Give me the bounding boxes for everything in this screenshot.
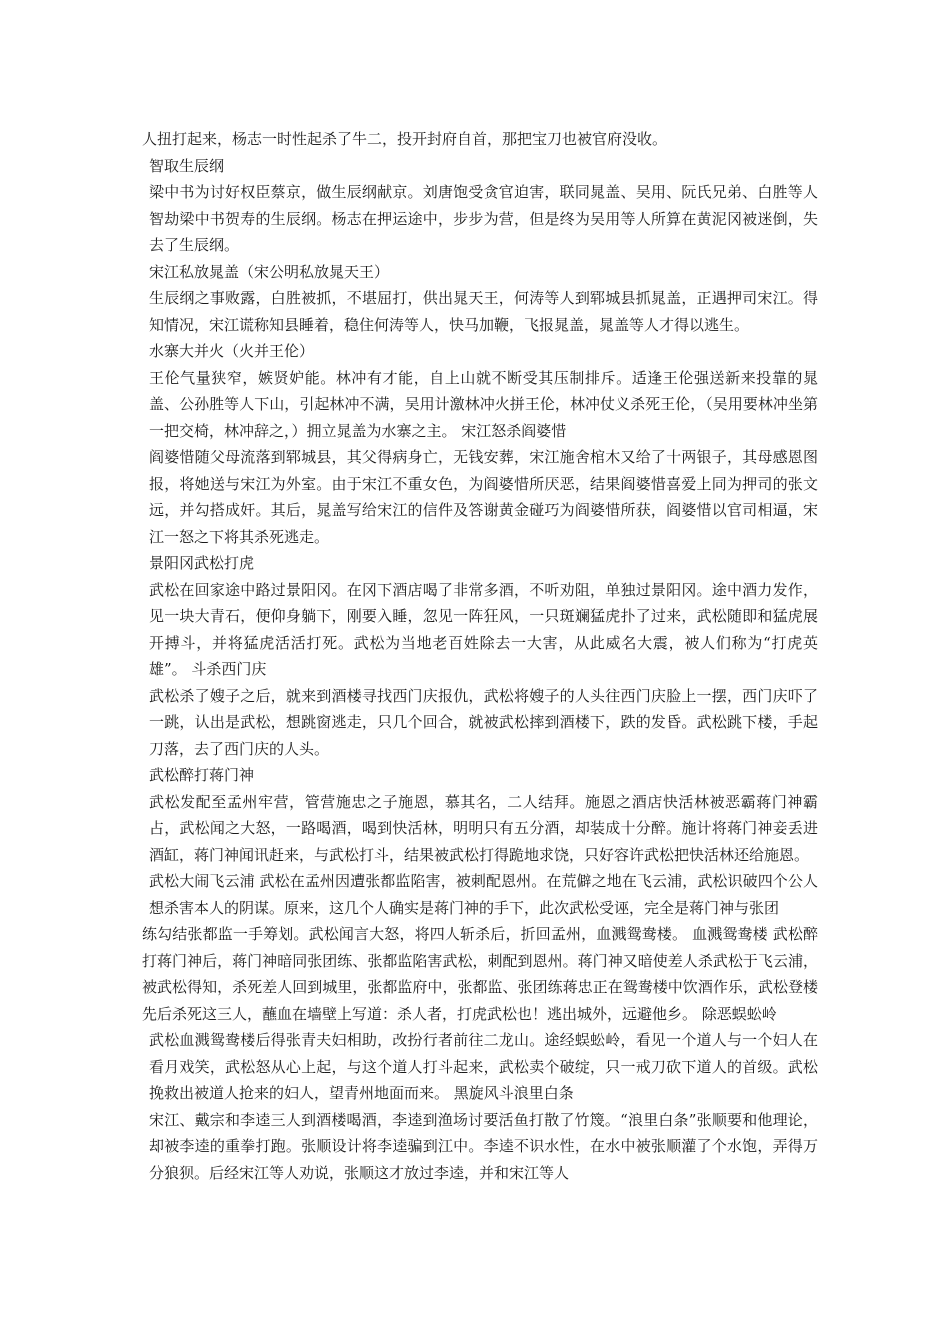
paragraph-songjiang-chaogai: 生辰纲之事败露，白胜被抓，不堪屈打，供出晁天王，何涛等人到郓城县抓晁盖，正遇押司宋江。得知情况，宋江谎称知县睡着，稳住何涛等人，快马加鞭，飞报晁盖，晁盖等人才得以逃生。 bbox=[149, 289, 818, 334]
section-heading-shengchengang: 智取生辰纲 bbox=[149, 156, 225, 175]
paragraph-shengchengang: 梁中书为讨好权臣蔡京，做生辰纲献京。刘唐饱受贪官迫害，联同晁盖、吴用、阮氏兄弟、白胜等人智劫梁中书贺寿的生辰纲。杨志在押运途中，步步为营，但是终为吴用等人所算在黄泥冈被迷倒，失去了生辰纲。 bbox=[149, 183, 818, 254]
paragraph-wugongling: 武松血溅鸳鸯楼后得张青夫妇相助，改扮行者前往二龙山。途经蜈蚣岭，看见一个道人与一个妇人在看月戏笑，武松怒从心上起，与这个道人打斗起来，武松卖个破绽，只一戒刀砍下道人的首级。武松挽救出被道人抢来的妇人，望青州地面而来。 黑旋风斗浪里白条 bbox=[149, 1031, 818, 1102]
section-heading-jiangmenshen: 武松醉打蒋门神 bbox=[149, 766, 255, 784]
section-heading-shuizhai: 水寨大并火（火并王伦） bbox=[149, 342, 315, 360]
paragraph-jiangmenshen: 武松发配至孟州牢营，管营施忠之子施恩，慕其名，二人结拜。施恩之酒店快活林被恶霸蒋门神霸占，武松闻之大怒，一路喝酒，喝到快活林，明明只有五分酒，却装成十分醉。施计将蒋门神妾丢进酒缸，蒋门神闻讯赶来，与武松打斗，结果被武松打得跪地求饶，只好容许武松把快活林还给施恩。 bbox=[149, 792, 818, 864]
paragraph-yanpoxi: 阎婆惜随父母流落到郓城县，其父得病身亡，无钱安葬，宋江施舍棺木又给了十两银子，其母感恩图报，将她送与宋江为外室。由于宋江不重女色，为阎婆惜所厌恶，结果阎婆惜喜爱上同为押司的张文远，并勾搭成奸。其后，晁盖写给宋江的信件及答谢黄金碰巧为阎婆惜所获，阎婆惜以官司相逼，宋江一怒之下将其杀死逃走。 bbox=[149, 448, 818, 546]
document-body bbox=[142, 126, 818, 1186]
paragraph-langlibaitiao: 宋江、戴宗和李逵三人到酒楼喝酒，李逵到渔场讨要活鱼打散了竹篾。“浪里白条”张顺要和他理论，却被李逵的重拳打跑。张顺设计将李逵骗到江中。李逵不识水性，在水中被张顺灌了个水饱，弄得万分狼狈。后经宋江等人劝说，张顺这才放过李逵，并和宋江等人 bbox=[149, 1110, 818, 1182]
section-heading-jingyanggang: 景阳冈武松打虎 bbox=[149, 554, 255, 572]
paragraph-yuanyanglou: 练勾结张都监一手筹划。武松闻言大怒，将四人斩杀后，折回孟州，血溅鸳鸯楼。 血溅鸳鸯楼 武松醉打蒋门神后，蒋门神暗同张团练、张都监陷害武松，刺配到恩州。蒋门神又暗使差人杀武松于飞云浦，被武松得知，杀死差人回到城里，张都监府中，张都监、张团练蒋忠正在鸳鸯楼中饮酒作乐，武松登楼先后杀死这三人，蘸血在墙壁上写道：杀人者，打虎武松也！逃出城外，远避他乡。 除恶蜈蚣岭 bbox=[142, 925, 818, 1023]
section-heading-songjiang-chaogai: 宋江私放晁盖（宋公明私放晁天王） bbox=[149, 262, 390, 281]
paragraph-jingyanggang: 武松在回家途中路过景阳冈。在冈下酒店喝了非常多酒，不听劝阻，单独过景阳冈。途中酒力发作，见一块大青石，便仰身躺下，刚要入睡，忽见一阵狂风，一只斑斓猛虎扑了过来，武松随即和猛虎展开搏斗，并将猛虎活活打死。武松为当地老百姓除去一大害，从此威名大震，被人们称为“打虎英雄”。 斗杀西门庆 bbox=[149, 580, 818, 678]
paragraph-feiyunpu: 武松大闹飞云浦 武松在孟州因遭张都监陷害，被刺配恩州。在荒僻之地在飞云浦，武松识破四个公人想杀害本人的阴谋。原来，这几个人确实是蒋门神的手下，此次武松受诬，完全是蒋门神与张团 bbox=[149, 872, 818, 917]
paragraph-ximenqing: 武松杀了嫂子之后，就来到酒楼寻找西门庆报仇，武松将嫂子的人头往西门庆脸上一摆，西门庆吓了一跳，认出是武松，想跳窗逃走，只几个回合，就被武松摔到酒楼下，跌的发昏。武松跳下楼，手起刀落，去了西门庆的人头。 bbox=[149, 686, 818, 758]
paragraph-continuation: 人扭打起来，杨志一时性起杀了牛二，投开封府自首，那把宝刀也被官府没收。 bbox=[142, 130, 668, 148]
paragraph-shuizhai: 王伦气量狭窄，嫉贤妒能。林冲有才能，自上山就不断受其压制排斥。适逢王伦强送新来投靠的晁盖、公孙胜等人下山，引起林冲不满，吴用计激林冲火拼王伦，林冲仗义杀死王伦，（吴用要林冲坐第一把交椅，林冲辞之，）拥立晁盖为水寨之主。 宋江怒杀阎婆惜 bbox=[149, 368, 818, 440]
